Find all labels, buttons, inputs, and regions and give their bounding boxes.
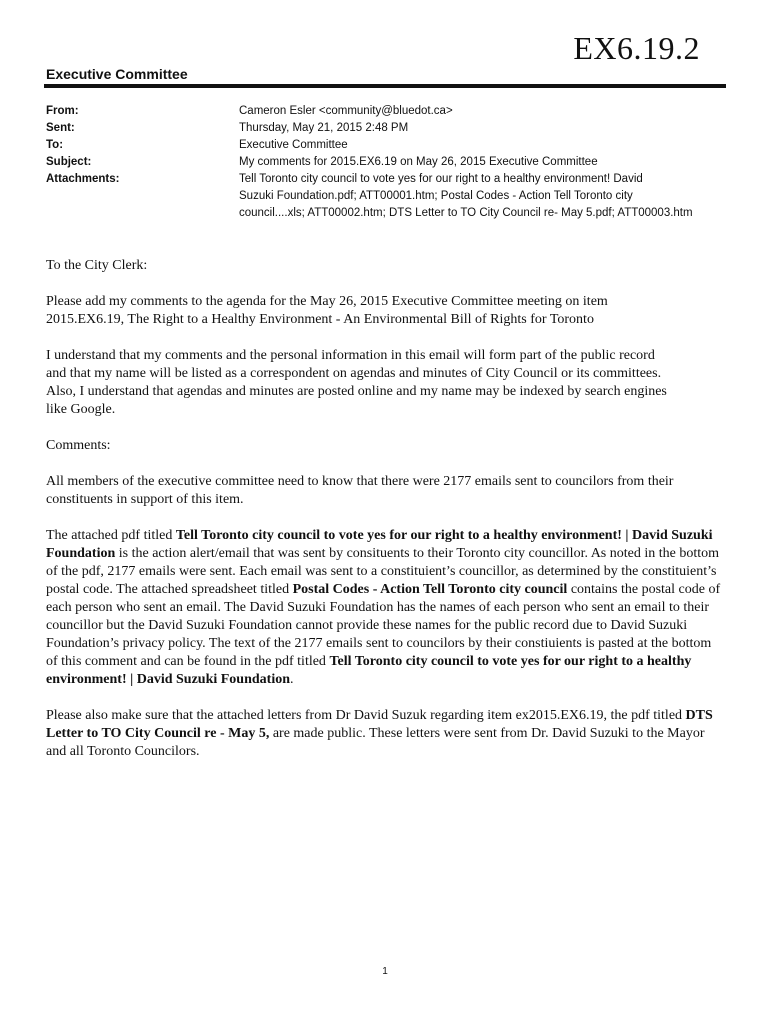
paragraph-email-count <box>46 473 726 509</box>
bold-spreadsheet-title: Postal Codes - Action Tell Toronto city council <box>292 582 568 597</box>
text-run: Please also make sure that the attached letters from Dr David Suzuk regarding item ex2015.EX6.19, the pdf titled <box>46 708 686 723</box>
organization-title: Executive Committee <box>46 66 188 82</box>
subject-row <box>46 154 731 171</box>
email-header <box>46 103 731 222</box>
text-run: are made public. These letters were sent from Dr. David Suzuki to the Mayor and all Toronto Councilors. <box>46 726 705 759</box>
text-run: contains the postal code of each person who sent an email. The David Suzuki Foundation has the names of each person who sent an email to their councillor but the David Suzuki Foundation cannot provide these names for the public record due to David Suzuki Foundation’s privacy policy. The text of the 2177 emails sent to councilors by their constiuients is pasted at the bottom of this comment and can be found in the pdf titled <box>46 582 721 669</box>
attachments-row <box>46 171 731 222</box>
subject-value: My comments for 2015.EX6.19 on May 26, 2015 Executive Committee <box>239 156 598 168</box>
from-label: From: <box>46 105 79 117</box>
from-value: Cameron Esler <community@bluedot.ca> <box>239 105 453 117</box>
attachments-value <box>239 171 731 222</box>
paragraph-line: 2015.EX6.19, The Right to a Healthy Environment - An Environmental Bill of Rights for Toronto <box>46 312 594 327</box>
attachments-line: council....xls; ATT00002.htm; DTS Letter to TO City Council re- May 5.pdf; ATT00003.htm <box>239 207 693 219</box>
email-body <box>46 257 726 779</box>
sent-row <box>46 120 731 137</box>
bold-pdf-title: Tell Toronto city council to vote yes for our right to a healthy environment! | David Suzuki Foundation <box>46 528 713 561</box>
paragraph-agenda-request <box>46 293 726 329</box>
attachments-line: Suzuki Foundation.pdf; ATT00001.htm; Postal Codes - Action Tell Toronto city <box>239 190 633 202</box>
paragraph-letters-request <box>46 707 726 761</box>
text-run: . <box>290 672 294 687</box>
page-number: 1 <box>382 966 388 977</box>
paragraph-line: and that my name will be listed as a correspondent on agendas and minutes of City Council or its committees. <box>46 366 662 381</box>
item-number: EX6.19.2 <box>573 30 700 66</box>
paragraph-line: like Google. <box>46 402 116 417</box>
sent-label: Sent: <box>46 122 75 134</box>
bold-pdf-title: Tell Toronto city council to vote yes for our right to a healthy environment! | David Suzuki Foundation <box>46 654 692 687</box>
paragraph-line: All members of the executive committee need to know that there were 2177 emails sent to councilors from their <box>46 474 674 489</box>
comments-label: Comments: <box>46 438 111 453</box>
attachments-line: Tell Toronto city council to vote yes for our right to a healthy environment! David <box>239 173 643 185</box>
paragraph-line: I understand that my comments and the personal information in this email will form part of the public record <box>46 348 655 363</box>
to-value: Executive Committee <box>239 139 348 151</box>
bold-letter-title: DTS Letter to TO City Council re - May 5, <box>46 708 713 741</box>
from-row <box>46 103 731 120</box>
paragraph-line: Please add my comments to the agenda for the May 26, 2015 Executive Committee meeting on item <box>46 294 608 309</box>
paragraph-line: constituents in support of this item. <box>46 492 244 507</box>
subject-label: Subject: <box>46 156 92 168</box>
paragraph-attachments-explained <box>46 527 726 689</box>
sent-value: Thursday, May 21, 2015 2:48 PM <box>239 122 409 134</box>
to-row <box>46 137 731 154</box>
text-run: The attached pdf titled <box>46 528 176 543</box>
header-divider <box>44 84 726 88</box>
to-label: To: <box>46 139 64 151</box>
attachments-label: Attachments: <box>46 173 120 185</box>
paragraph-privacy-notice <box>46 347 726 419</box>
paragraph-line: Also, I understand that agendas and minutes are posted online and my name may be indexed by search engines <box>46 384 667 399</box>
salutation: To the City Clerk: <box>46 258 148 273</box>
text-run: is the action alert/email that was sent by consituents to their Toronto city councillor. As noted in the bottom of the pdf, 2177 emails were sent. Each email was sent to a constituient’s councillor, as determined by the constituient’s postal code. The attached spreadsheet titled <box>46 546 720 597</box>
